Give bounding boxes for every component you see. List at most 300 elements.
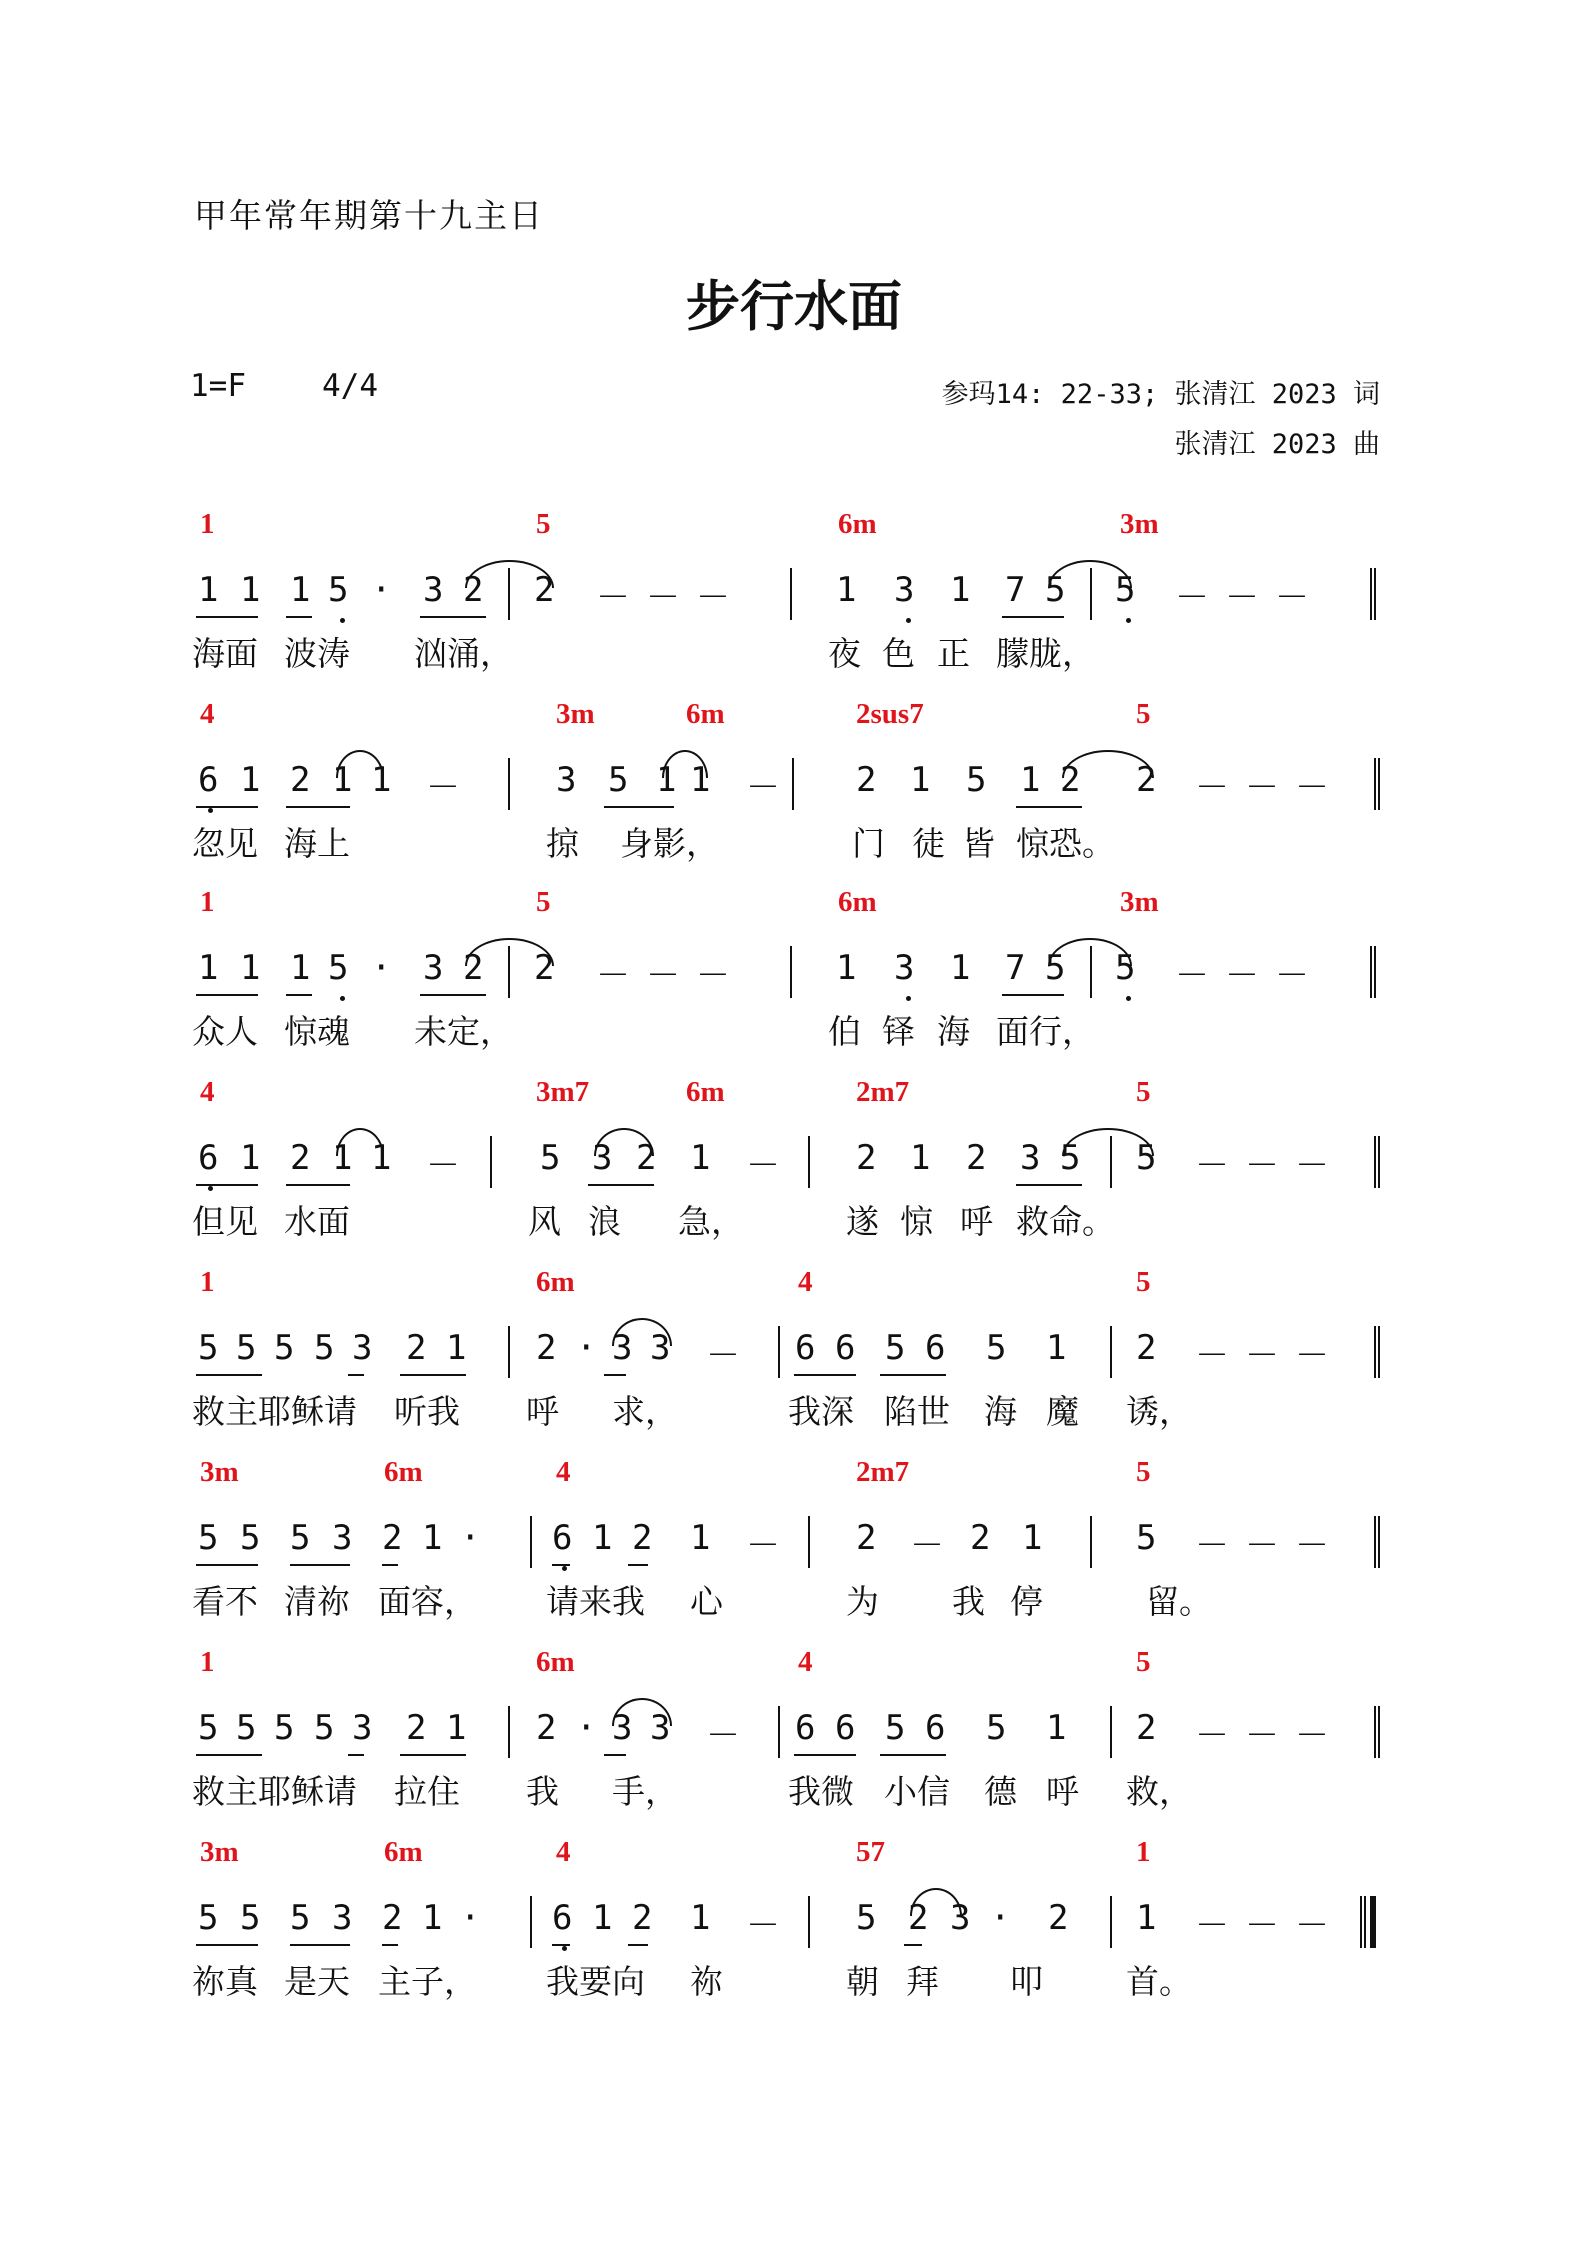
tie-slur xyxy=(1062,1128,1154,1156)
low-octave-dot xyxy=(340,618,345,623)
lyrics-credit: 参玛14: 22-33; 张清江 2023 词 xyxy=(941,379,1380,410)
note: 2 xyxy=(636,1138,657,1178)
note: 3 xyxy=(556,760,577,800)
note: － xyxy=(596,578,630,618)
beam-underline xyxy=(904,1944,922,1946)
note: － xyxy=(1275,956,1309,996)
beam-underline xyxy=(196,994,258,996)
note: 2 xyxy=(406,1328,427,1368)
note: － xyxy=(1295,1336,1329,1376)
beam-underline xyxy=(286,1184,350,1186)
note: · xyxy=(460,1898,481,1938)
bar-line-end xyxy=(1374,758,1376,810)
chord-symbol: 4 xyxy=(798,1646,813,1678)
note: 6 xyxy=(925,1708,946,1748)
note: · xyxy=(371,948,392,988)
note: 6 xyxy=(198,760,219,800)
note: 1 xyxy=(656,760,677,800)
note: 1 xyxy=(1020,760,1041,800)
lyric-syllable: 急， xyxy=(678,1202,744,1241)
note-row xyxy=(0,1518,1588,1568)
lyric-syllable: 小信 xyxy=(884,1772,950,1811)
note: 1 xyxy=(198,948,219,988)
lyric-syllable: 海 xyxy=(937,1012,970,1051)
chord-symbol: 1 xyxy=(200,886,215,918)
bar-line xyxy=(1110,1896,1112,1948)
note: · xyxy=(371,570,392,610)
note: 5 xyxy=(198,1708,219,1748)
note: 6 xyxy=(795,1708,816,1748)
note: 1 xyxy=(910,760,931,800)
note: 5 xyxy=(198,1518,219,1558)
chord-symbol: 3m7 xyxy=(536,1076,590,1108)
chord-symbol: 2m7 xyxy=(856,1076,910,1108)
score-system xyxy=(0,886,1588,1066)
score-system xyxy=(0,1646,1588,1826)
lyric-syllable: 是天 xyxy=(284,1962,350,2001)
note: 2 xyxy=(536,1708,557,1748)
chord-symbol: 5 xyxy=(1136,1076,1151,1108)
note: － xyxy=(1275,578,1309,618)
bar-line xyxy=(508,758,510,810)
note: 3 xyxy=(612,1328,633,1368)
note: 1 xyxy=(690,760,711,800)
chord-symbol: 6m xyxy=(838,886,877,918)
lyric-syllable: 留。 xyxy=(1146,1582,1212,1621)
note: 5 xyxy=(236,1328,257,1368)
note: 1 xyxy=(446,1328,467,1368)
note: 2 xyxy=(1136,1328,1157,1368)
bar-line-end xyxy=(1374,1516,1376,1568)
note: 5 xyxy=(966,760,987,800)
note: － xyxy=(1295,1526,1329,1566)
beam-underline xyxy=(196,1754,262,1756)
lyric-syllable: 忽见 xyxy=(192,824,258,863)
lyric-syllable: 德 xyxy=(984,1772,1017,1811)
low-octave-dot xyxy=(562,1566,567,1571)
note: 1 xyxy=(1136,1898,1157,1938)
note: 5 xyxy=(290,1518,311,1558)
note: 2 xyxy=(382,1518,403,1558)
music-credit: 张清江 2023 曲 xyxy=(1174,429,1380,460)
note: 1 xyxy=(690,1898,711,1938)
note: 1 xyxy=(446,1708,467,1748)
note: 5 xyxy=(856,1898,877,1938)
beam-underline xyxy=(286,994,312,996)
note: 5 xyxy=(274,1708,295,1748)
note: 6 xyxy=(835,1328,856,1368)
note: 2 xyxy=(970,1518,991,1558)
beam-underline xyxy=(1016,1184,1082,1186)
lyric-syllable: 众人 xyxy=(192,1012,258,1051)
note: 1 xyxy=(950,570,971,610)
beam-underline xyxy=(196,1374,262,1376)
beam-underline xyxy=(420,994,486,996)
note: 2 xyxy=(406,1708,427,1748)
lyric-syllable: 伯 xyxy=(828,1012,861,1051)
note: － xyxy=(1175,956,1209,996)
beam-underline xyxy=(552,1944,570,1946)
beam-underline xyxy=(348,1374,364,1376)
chord-symbol: 5 xyxy=(1136,1266,1151,1298)
chord-symbol: 3m xyxy=(200,1456,239,1488)
note: 5 xyxy=(328,948,349,988)
bar-line xyxy=(1378,1706,1380,1758)
note: 1 xyxy=(290,570,311,610)
beam-underline xyxy=(794,1754,856,1756)
score-system xyxy=(0,1456,1588,1636)
note: 1 xyxy=(1046,1328,1067,1368)
note: － xyxy=(1295,1716,1329,1756)
chord-symbol: 3m xyxy=(556,698,595,730)
bar-line xyxy=(1090,1516,1092,1568)
bar-line-end xyxy=(1374,1326,1376,1378)
bar-line xyxy=(1378,1136,1380,1188)
note: － xyxy=(646,578,680,618)
low-octave-dot xyxy=(208,808,213,813)
beam-underline xyxy=(196,1184,258,1186)
note: 3 xyxy=(650,1708,671,1748)
beam-underline xyxy=(628,1564,648,1566)
note: 1 xyxy=(836,570,857,610)
note: － xyxy=(646,956,680,996)
bar-line xyxy=(1378,1516,1380,1568)
note: 3 xyxy=(423,570,444,610)
beam-underline xyxy=(628,1944,648,1946)
lyric-syllable: 海上 xyxy=(284,824,350,863)
score-system xyxy=(0,1076,1588,1256)
lyric-syllable: 我要向 xyxy=(546,1962,645,2001)
beam-underline xyxy=(196,616,258,618)
final-bar-thick xyxy=(1370,1896,1376,1948)
tie-slur xyxy=(336,750,384,778)
song-title: 步行水面 xyxy=(686,275,902,338)
note: － xyxy=(696,956,730,996)
note: 2 xyxy=(1060,760,1081,800)
chord-symbol: 6m xyxy=(536,1266,575,1298)
bar-line xyxy=(508,568,510,620)
bar-line xyxy=(508,1706,510,1758)
note: 2 xyxy=(632,1518,653,1558)
lyric-syllable: 看不 xyxy=(192,1582,258,1621)
lyric-syllable: 徒 xyxy=(912,824,945,863)
note: 3 xyxy=(332,1518,353,1558)
note: 5 xyxy=(1045,570,1066,610)
note: 2 xyxy=(856,1518,877,1558)
lyric-syllable: 朝 xyxy=(846,1962,879,2001)
note: 3 xyxy=(592,1138,613,1178)
beam-underline xyxy=(1002,994,1064,996)
lyric-syllable: 掠 xyxy=(546,824,579,863)
note: 3 xyxy=(894,948,915,988)
lyric-syllable: 我深 xyxy=(788,1392,854,1431)
note: － xyxy=(1245,1146,1279,1186)
chord-symbol: 5 xyxy=(1136,1646,1151,1678)
beam-underline xyxy=(604,1754,626,1756)
time-signature: 4/4 xyxy=(322,368,378,404)
note: － xyxy=(1295,768,1329,808)
note: － xyxy=(1225,578,1259,618)
note: 2 xyxy=(463,570,484,610)
note: 5 xyxy=(240,1898,261,1938)
note: 5 xyxy=(236,1708,257,1748)
low-octave-dot xyxy=(562,1946,567,1951)
lyric-syllable: 叩 xyxy=(1010,1962,1043,2001)
note: － xyxy=(596,956,630,996)
chord-symbol: 5 xyxy=(536,508,551,540)
lyric-syllable: 拉住 xyxy=(394,1772,460,1811)
chord-symbol: 57 xyxy=(856,1836,885,1868)
note: － xyxy=(1245,768,1279,808)
lyric-syllable: 心 xyxy=(690,1582,723,1621)
low-octave-dot xyxy=(906,618,911,623)
note: 5 xyxy=(1136,1138,1157,1178)
chord-symbol: 6m xyxy=(536,1646,575,1678)
lyric-syllable: 主子， xyxy=(378,1962,477,2001)
lyric-syllable: 惊魂 xyxy=(284,1012,350,1051)
lyric-syllable: 朦胧， xyxy=(996,634,1095,673)
bar-line xyxy=(790,946,792,998)
note: 3 xyxy=(650,1328,671,1368)
bar-line xyxy=(1370,946,1372,998)
note: － xyxy=(1245,1906,1279,1946)
note: 2 xyxy=(534,948,555,988)
note: － xyxy=(1295,1906,1329,1946)
chord-symbol: 1 xyxy=(200,1266,215,1298)
lyric-syllable: 陷世 xyxy=(884,1392,950,1431)
low-octave-dot xyxy=(906,996,911,1001)
note: 2 xyxy=(1048,1898,1069,1938)
beam-underline xyxy=(400,1754,466,1756)
low-octave-dot xyxy=(340,996,345,1001)
beam-underline xyxy=(794,1374,856,1376)
bar-line-end xyxy=(1374,946,1376,998)
note: 5 xyxy=(885,1328,906,1368)
lyric-syllable: 浪 xyxy=(588,1202,621,1241)
note: － xyxy=(1225,956,1259,996)
lyric-syllable: 汹涌， xyxy=(414,634,513,673)
note: 1 xyxy=(371,1138,392,1178)
note: 2 xyxy=(1136,1708,1157,1748)
note: － xyxy=(1195,1526,1229,1566)
bar-line xyxy=(1090,946,1092,998)
lyric-syllable: 祢 xyxy=(690,1962,723,2001)
bar-line xyxy=(790,568,792,620)
lyric-syllable: 波涛 xyxy=(284,634,350,673)
note: 3 xyxy=(352,1328,373,1368)
lyric-syllable: 请来我 xyxy=(546,1582,645,1621)
chord-symbol: 3m xyxy=(1120,508,1159,540)
note: － xyxy=(426,1146,460,1186)
lyric-syllable: 求， xyxy=(612,1392,678,1431)
low-octave-dot xyxy=(1126,996,1131,1001)
chord-symbol: 6m xyxy=(838,508,877,540)
beam-underline xyxy=(382,1944,398,1946)
lyric-syllable: 惊恐。 xyxy=(1016,824,1115,863)
note: 3 xyxy=(894,570,915,610)
lyric-syllable: 面行， xyxy=(996,1012,1095,1051)
beam-underline xyxy=(290,1944,350,1946)
bar-line xyxy=(1370,568,1372,620)
lyric-syllable: 诱， xyxy=(1126,1392,1192,1431)
note: － xyxy=(1175,578,1209,618)
chord-symbol: 6m xyxy=(686,698,725,730)
beam-underline xyxy=(382,1564,398,1566)
chord-symbol: 2m7 xyxy=(856,1456,910,1488)
note: 5 xyxy=(240,1518,261,1558)
note: · xyxy=(990,1898,1011,1938)
note-row xyxy=(0,1328,1588,1378)
note: 6 xyxy=(835,1708,856,1748)
lyric-syllable: 海 xyxy=(984,1392,1017,1431)
note: 5 xyxy=(1115,948,1136,988)
bar-line-end xyxy=(1374,1706,1376,1758)
lyric-syllable: 夜 xyxy=(828,634,861,673)
note: 1 xyxy=(950,948,971,988)
note: 7 xyxy=(1005,948,1026,988)
lyric-syllable: 身影， xyxy=(620,824,719,863)
lyric-syllable: 色 xyxy=(882,634,915,673)
note: 2 xyxy=(856,1138,877,1178)
note: 2 xyxy=(290,1138,311,1178)
note: 1 xyxy=(240,760,261,800)
note: 6 xyxy=(198,1138,219,1178)
tie-slur xyxy=(594,1128,654,1156)
lyric-syllable: 我 xyxy=(952,1582,985,1621)
tie-slur xyxy=(612,1698,672,1726)
lyric-syllable: 手， xyxy=(612,1772,678,1811)
note: 1 xyxy=(371,760,392,800)
note: 3 xyxy=(352,1708,373,1748)
note: 5 xyxy=(1115,570,1136,610)
note: － xyxy=(1245,1716,1279,1756)
note: 5 xyxy=(1136,1518,1157,1558)
lyric-syllable: 首。 xyxy=(1126,1962,1192,2001)
bar-line xyxy=(808,1516,810,1568)
lyric-syllable: 面容， xyxy=(378,1582,477,1621)
tie-slur xyxy=(612,1318,672,1346)
note: － xyxy=(696,578,730,618)
bar-line xyxy=(808,1136,810,1188)
score-system xyxy=(0,1266,1588,1446)
key-signature: 1=F xyxy=(190,368,246,404)
note: 2 xyxy=(856,760,877,800)
lyric-syllable: 救主耶稣请 xyxy=(192,1392,357,1431)
lyric-syllable: 呼 xyxy=(1046,1772,1079,1811)
bar-line xyxy=(508,946,510,998)
chord-symbol: 1 xyxy=(200,508,215,540)
note: 3 xyxy=(950,1898,971,1938)
tie-slur xyxy=(910,1888,962,1916)
note: 6 xyxy=(552,1518,573,1558)
low-octave-dot xyxy=(208,1186,213,1191)
note: － xyxy=(910,1526,944,1566)
note: 5 xyxy=(540,1138,561,1178)
note: 1 xyxy=(836,948,857,988)
note: 3 xyxy=(612,1708,633,1748)
note: 5 xyxy=(328,570,349,610)
lyric-syllable: 正 xyxy=(937,634,970,673)
note: － xyxy=(1195,1716,1229,1756)
lyric-syllable: 祢真 xyxy=(192,1962,258,2001)
note: － xyxy=(1195,768,1229,808)
note: 1 xyxy=(240,1138,261,1178)
note: 3 xyxy=(332,1898,353,1938)
lyric-syllable: 听我 xyxy=(394,1392,460,1431)
bar-line xyxy=(778,1706,780,1758)
note: 1 xyxy=(240,948,261,988)
note: 1 xyxy=(422,1518,443,1558)
note: · xyxy=(576,1708,597,1748)
occasion-text: 甲年常年期第十九主日 xyxy=(194,196,544,235)
note: 6 xyxy=(552,1898,573,1938)
lyric-syllable: 未定， xyxy=(414,1012,513,1051)
bar-line xyxy=(808,1896,810,1948)
note: 1 xyxy=(332,760,353,800)
note: 5 xyxy=(1045,948,1066,988)
lyric-syllable: 遂 xyxy=(846,1202,879,1241)
note: 7 xyxy=(1005,570,1026,610)
note: 2 xyxy=(966,1138,987,1178)
note: · xyxy=(576,1328,597,1368)
chord-symbol: 5 xyxy=(1136,698,1151,730)
note: 2 xyxy=(908,1898,929,1938)
note: 5 xyxy=(1060,1138,1081,1178)
lyric-syllable: 但见 xyxy=(192,1202,258,1241)
bar-line xyxy=(1110,1706,1112,1758)
bar-line xyxy=(1110,1136,1112,1188)
note: 1 xyxy=(422,1898,443,1938)
beam-underline xyxy=(552,1564,570,1566)
note: 1 xyxy=(290,948,311,988)
chord-symbol: 5 xyxy=(1136,1456,1151,1488)
chord-symbol: 1 xyxy=(200,1646,215,1678)
lyric-syllable: 为 xyxy=(846,1582,879,1621)
note: 1 xyxy=(198,570,219,610)
note: 1 xyxy=(1022,1518,1043,1558)
beam-underline xyxy=(196,1564,258,1566)
lyric-syllable: 拜 xyxy=(906,1962,939,2001)
note: － xyxy=(426,768,460,808)
note: 1 xyxy=(690,1138,711,1178)
tie-slur xyxy=(336,1128,384,1156)
note: 6 xyxy=(925,1328,946,1368)
note-row xyxy=(0,1708,1588,1758)
lyric-syllable: 救， xyxy=(1126,1772,1192,1811)
note: － xyxy=(746,1906,780,1946)
chord-symbol: 4 xyxy=(798,1266,813,1298)
bar-line xyxy=(1378,1326,1380,1378)
chord-symbol: 6m xyxy=(686,1076,725,1108)
lyric-syllable: 门 xyxy=(852,824,885,863)
beam-underline xyxy=(604,806,674,808)
bar-line xyxy=(1090,568,1092,620)
lyric-syllable: 清祢 xyxy=(284,1582,350,1621)
chord-symbol: 2sus7 xyxy=(856,698,924,730)
note: 2 xyxy=(632,1898,653,1938)
bar-line xyxy=(1364,1896,1366,1948)
chord-symbol: 4 xyxy=(556,1836,571,1868)
lyric-syllable: 我微 xyxy=(788,1772,854,1811)
lyric-syllable: 魔 xyxy=(1046,1392,1079,1431)
bar-line-end xyxy=(1374,1136,1376,1188)
note: 1 xyxy=(332,1138,353,1178)
chord-symbol: 4 xyxy=(200,698,215,730)
bar-line xyxy=(1110,1326,1112,1378)
final-bar-thin xyxy=(1360,1896,1362,1948)
low-octave-dot xyxy=(1126,618,1131,623)
beam-underline xyxy=(286,616,312,618)
